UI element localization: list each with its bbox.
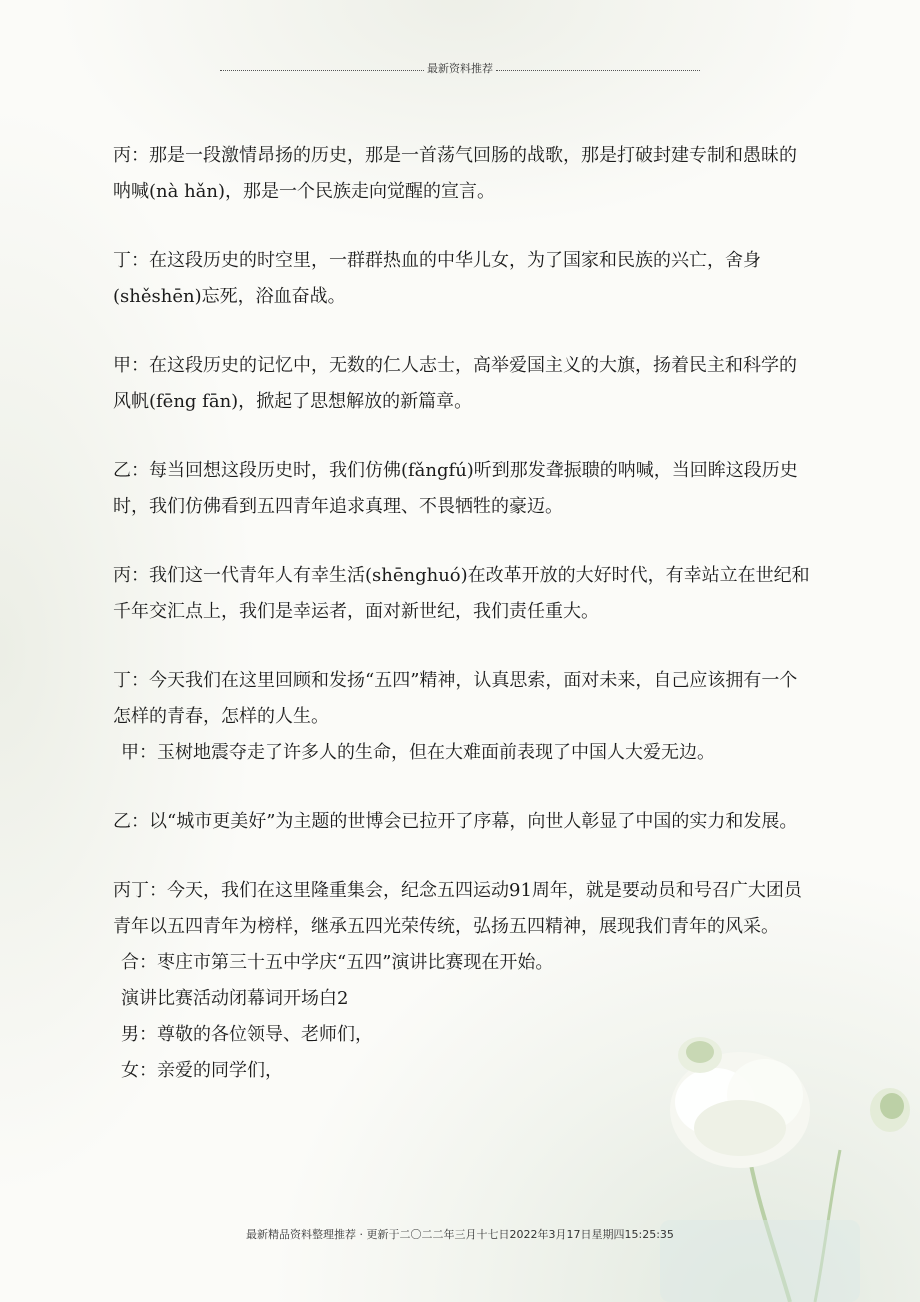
paragraph: 甲：玉树地震夺走了许多人的生命，但在大难面前表现了中国人大爱无边。: [121, 742, 715, 763]
page-header: [220, 60, 700, 76]
paragraph: 合：枣庄市第三十五中学庆“五四”演讲比赛现在开始。: [121, 952, 554, 973]
paragraph: 乙：每当回想这段历史时，我们仿佛(fǎngfú)听到那发聋振聩的呐喊，当回眸这段历史时，我们仿佛看到五四青年追求真理、不畏牺牲的豪迈。: [113, 460, 798, 517]
paragraph: 女：亲爱的同学们，: [121, 1060, 283, 1081]
paragraph: 丁：在这段历史的时空里，一群群热血的中华儿女，为了国家和民族的兴亡，舍身(shěshēn)忘死，浴血奋战。: [113, 250, 761, 307]
page-footer: 最新精品资料整理推荐 · 更新于二〇二二年三月十七日2022年3月17日星期四15:25:35: [246, 1228, 674, 1241]
header-dots-right: [496, 70, 700, 71]
paragraph: 丁：今天我们在这里回顾和发扬“五四”精神，认真思索，面对未来，自己应该拥有一个怎样的青春，怎样的人生。: [113, 670, 798, 727]
paragraph: 乙：以“城市更美好”为主题的世博会已拉开了序幕，向世人彰显了中国的实力和发展。: [113, 811, 798, 832]
flower-decoration: [600, 1010, 920, 1302]
paragraph: 甲：在这段历史的记忆中，无数的仁人志士，高举爱国主义的大旗，扬着民主和科学的风帆(fēng fān)，掀起了思想解放的新篇章。: [113, 355, 797, 412]
paragraph: 男：尊敬的各位领导、老师们，: [121, 1024, 373, 1045]
header-text: 最新资料推荐: [427, 62, 493, 75]
header-dots-left: [220, 70, 424, 71]
paragraph: 丙：那是一段激情昂扬的历史，那是一首荡气回肠的战歌，那是打破封建专制和愚昧的呐喊(nà hǎn)，那是一个民族走向觉醒的宣言。: [113, 145, 797, 202]
paragraph: 演讲比赛活动闭幕词开场白2: [121, 988, 349, 1009]
paragraph: 丙丁：今天，我们在这里隆重集会，纪念五四运动91周年，就是要动员和号召广大团员青年以五四青年为榜样，继承五四光荣传统，弘扬五四精神，展现我们青年的风采。: [113, 880, 802, 937]
paragraph: 丙：我们这一代青年人有幸生活(shēnghuó)在改革开放的大好时代，有幸站立在世纪和千年交汇点上，我们是幸运者，面对新世纪，我们责任重大。: [113, 565, 810, 622]
document-body: [113, 138, 813, 1089]
